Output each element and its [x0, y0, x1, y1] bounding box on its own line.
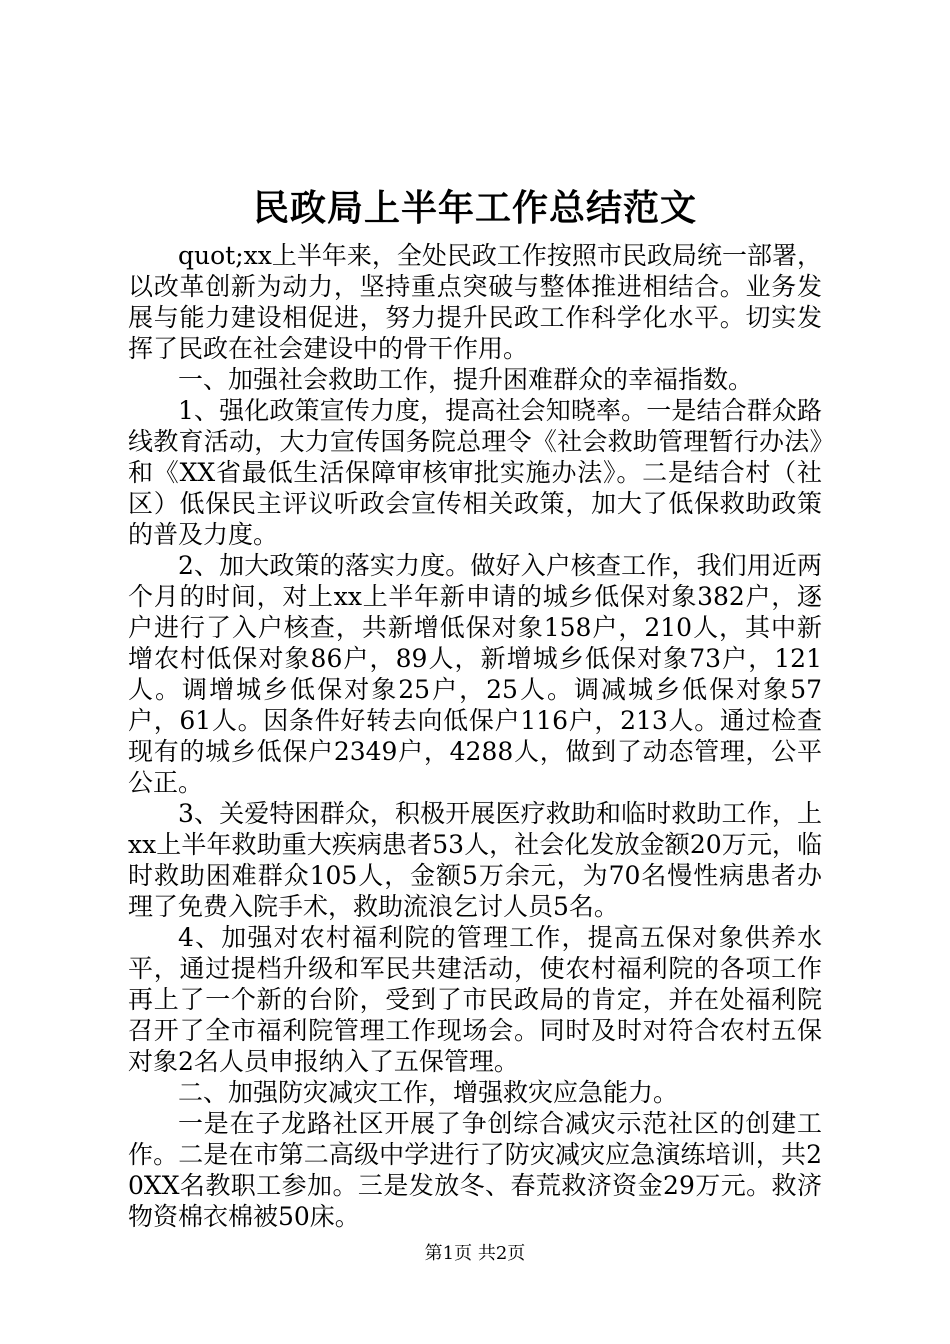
page-footer: 第1页 共2页 — [424, 1243, 526, 1264]
section-heading-social-assistance: 一、加强社会救助工作，提升困难群众的幸福指数。 — [178, 365, 754, 394]
paragraph-intro: quot;xx上半年来，全处民政工作按照市民政局统一部署，以改革创新为动力，坚持重点突破与整体推进相结合。业务发展与能力建设相促进，努力提升民政工作科学化水平。切实发挥了民政在社会建设中的骨干作用。 — [128, 241, 822, 363]
document-body — [128, 240, 822, 1232]
paragraph-policy-publicity: 1、强化政策宣传力度，提高社会知晓率。一是结合群众路线教育活动，大力宣传国务院总理令《社会救助管理暂行办法》和《XX省最低生活保障审核审批实施办法》。二是结合村（社区）低保民主评议听政会宣传相关政策，加大了低保救助政策的普及力度。 — [128, 396, 822, 549]
paragraph-policy-implementation: 2、加大政策的落实力度。做好入户核查工作，我们用近两个月的时间，对上xx上半年新申请的城乡低保对象382户，逐户进行了入户核查，共新增低保对象158户，210人，其中新增农村低保对象86户，89人，新增城乡低保对象73户，121人。调增城乡低保对象25户，25人。调减城乡低保对象57户，61人。因条件好转去向低保户116户，213人。通过检查现有的城乡低保户2349户，4288人，做到了动态管理，公平公正。 — [128, 551, 822, 797]
document-title: 民政局上半年工作总结范文 — [252, 187, 697, 229]
paragraph-medical-assistance: 3、关爱特困群众，积极开展医疗救助和临时救助工作，上xx上半年救助重大疾病患者53人，社会化发放金额20万元，临时救助困难群众105人，金额5万余元，为70名慢性病患者办理了免费入院手术，救助流浪乞讨人员5名。 — [128, 799, 822, 921]
paragraph-welfare-home: 4、加强对农村福利院的管理工作，提高五保对象供养水平，通过提档升级和军民共建活动，使农村福利院的各项工作再上了一个新的台阶，受到了市民政局的肯定，并在处福利院召开了全市福利院管理工作现场会。同时及时对符合农村五保对象2名人员申报纳入了五保管理。 — [128, 923, 822, 1076]
paragraph-disaster-reduction: 一是在子龙路社区开展了争创综合减灾示范社区的创建工作。二是在市第二高级中学进行了防灾减灾应急演练培训，共20XX名教职工参加。三是发放冬、春荒救济资金29万元。救济物资棉衣棉被50床。 — [128, 1109, 822, 1231]
section-heading-disaster-reduction: 二、加强防灾减灾工作，增强救灾应急能力。 — [178, 1078, 679, 1107]
